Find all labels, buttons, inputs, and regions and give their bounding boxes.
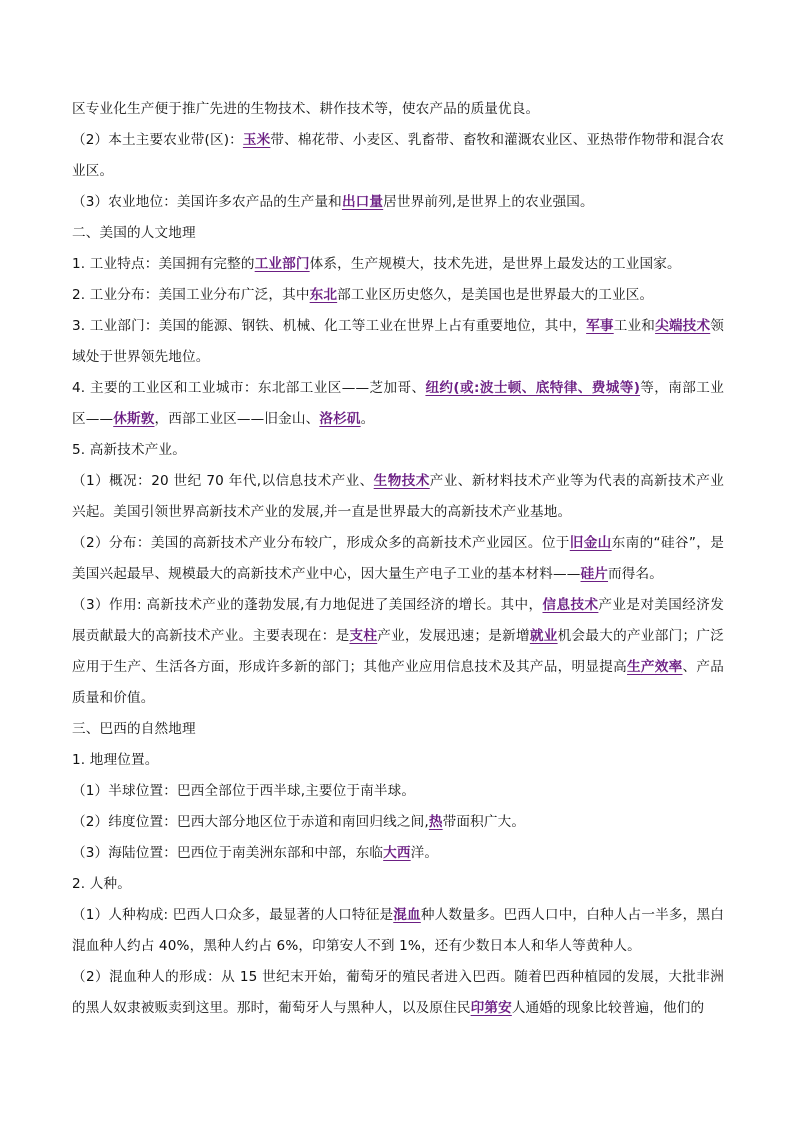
text-run: 工业和	[613, 318, 656, 334]
text-run: 带、棉花带、小麦区、乳畜带、畜牧和灌溉农业区、亚热带作物带和混合农业区。	[72, 132, 724, 179]
keyword-answer: 出口量	[341, 194, 384, 210]
text-run: 机会最大的产业部门；广泛应用于生产、生活各方面，形成许多新的部门；其他产业应用信息技术及其产品，明显提高	[72, 628, 724, 675]
text-run: 洋。	[410, 845, 439, 861]
text-run: 2. 工业分布：美国工业分布广泛，其中	[72, 287, 310, 303]
paragraph	[72, 435, 724, 466]
paragraph	[72, 280, 724, 311]
paragraph	[72, 528, 724, 590]
keyword-answer: 东北	[309, 287, 338, 303]
text-run: 产业是对美国经济发展贡献最大的高新技术产业。主要表现在：是	[72, 597, 724, 644]
text-run: （1）概况：20 世纪 70 年代,以信息技术产业、	[72, 473, 374, 489]
keyword-answer: 洛杉矶	[319, 411, 361, 427]
text-run: 人通婚的现象比较普遍，他们的	[511, 1000, 705, 1016]
text-run: 1. 地理位置。	[72, 752, 159, 768]
text-run: 。	[360, 411, 375, 427]
text-run: 产业、新材料技术产业等为代表的高新技术产业兴起。美国引领世界高新技术产业的发展,并一直是世界最大的高新技术产业基地。	[72, 473, 724, 520]
text-run: 三、巴西的自然地理	[72, 721, 196, 737]
text-run: 而得名。	[608, 566, 664, 582]
keyword-answer: 印第安	[470, 1000, 512, 1016]
text-run: （2）混血种人的形成：从 15 世纪末开始，葡萄牙的殖民者进入巴西。随着巴西种植园的发展，大批非洲的黑人奴隶被贩卖到这里。那时，葡萄牙人与黑种人，以及原住民	[72, 969, 724, 1016]
text-run: 1. 工业特点：美国拥有完整的	[72, 256, 255, 272]
paragraph	[72, 869, 724, 900]
text-run: （2）分布：美国的高新技术产业分布较广，形成众多的高新技术产业园区。位于	[72, 535, 570, 551]
text-run: 4. 主要的工业区和工业城市：东北部工业区——芝加哥、	[72, 380, 426, 396]
paragraph	[72, 373, 724, 435]
text-run: 5. 高新技术产业。	[72, 442, 186, 458]
text-run: （2）本土主要农业带(区)：	[72, 132, 243, 148]
text-run: （1）半球位置：巴西全部位于西半球,主要位于南半球。	[72, 783, 416, 799]
paragraph	[72, 187, 724, 218]
paragraph	[72, 249, 724, 280]
text-run: 2. 人种。	[72, 876, 131, 892]
keyword-answer: 支柱	[349, 628, 378, 644]
text-run: 部工业区历史悠久，是美国也是世界最大的工业区。	[337, 287, 654, 303]
text-run: 居世界前列,是世界上的农业强国。	[383, 194, 594, 210]
paragraph	[72, 745, 724, 776]
paragraph	[72, 807, 724, 838]
text-run: 3. 工业部门：美国的能源、钢铁、机械、化工等工业在世界上占有重要地位，其中，	[72, 318, 587, 334]
text-run: 等，南部工业区——	[72, 380, 724, 427]
paragraph	[72, 311, 724, 373]
text-run: 种人数量多。巴西人口中，白种人占一半多，黑白混血种人约占 40%，黑种人约占 6%，印第安人不到 1%，还有少数日本人和华人等黄种人。	[72, 907, 724, 954]
text-run: 体系，生产规模大，技术先进，是世界上最发达的工业国家。	[309, 256, 681, 272]
paragraph	[72, 590, 724, 714]
keyword-answer: 热	[428, 814, 443, 830]
keyword-answer: 纽约(或:波士顿、底特律、费城等)	[425, 380, 641, 396]
keyword-answer: 生产效率	[627, 659, 683, 675]
keyword-answer: 就业	[529, 628, 558, 644]
text-run: 东南的“硅谷”，是美国兴起最早、规模最大的高新技术产业中心，因大量生产电子工业的基本材料——	[72, 535, 725, 582]
text-run: 领域处于世界领先地位。	[72, 318, 724, 365]
paragraph	[72, 962, 724, 1024]
keyword-answer: 工业部门	[254, 256, 310, 272]
text-run: 二、美国的人文地理	[72, 225, 196, 241]
keyword-answer: 硅片	[580, 566, 609, 582]
text-run: 、产品质量和价值。	[72, 659, 724, 706]
text-run: ，西部工业区——旧金山、	[154, 411, 320, 427]
keyword-answer: 休斯敦	[113, 411, 155, 427]
section-heading	[72, 218, 724, 249]
text-run: （1）人种构成: 巴西人口众多，最显著的人口特征是	[72, 907, 394, 923]
keyword-answer: 军事	[586, 318, 614, 334]
text-run: （3）海陆位置：巴西位于南美洲东部和中部，东临	[72, 845, 384, 861]
keyword-answer: 生物技术	[373, 473, 430, 489]
keyword-answer: 旧金山	[569, 535, 612, 551]
text-run: 带面积广大。	[442, 814, 526, 830]
document-body	[72, 94, 724, 1024]
keyword-answer: 玉米	[242, 132, 271, 148]
paragraph	[72, 466, 724, 528]
text-run: （2）纬度位置：巴西大部分地区位于赤道和南回归线之间,	[72, 814, 429, 830]
section-heading	[72, 714, 724, 745]
text-run: 区专业化生产便于推广先进的生物技术、耕作技术等，使农产品的质量优良。	[72, 101, 540, 117]
paragraph	[72, 838, 724, 869]
text-run: 产业，发展迅速；是新增	[377, 628, 530, 644]
text-run: （3）农业地位：美国许多农产品的生产量和	[72, 194, 342, 210]
keyword-answer: 混血	[393, 907, 421, 923]
paragraph	[72, 900, 724, 962]
paragraph	[72, 776, 724, 807]
keyword-answer: 信息技术	[542, 597, 599, 613]
paragraph	[72, 125, 724, 187]
keyword-answer: 尖端技术	[655, 318, 711, 334]
text-run: （3）作用: 高新技术产业的蓬勃发展,有力地促进了美国经济的增长。其中，	[72, 597, 543, 613]
paragraph	[72, 94, 724, 125]
keyword-answer: 大西	[383, 845, 411, 861]
